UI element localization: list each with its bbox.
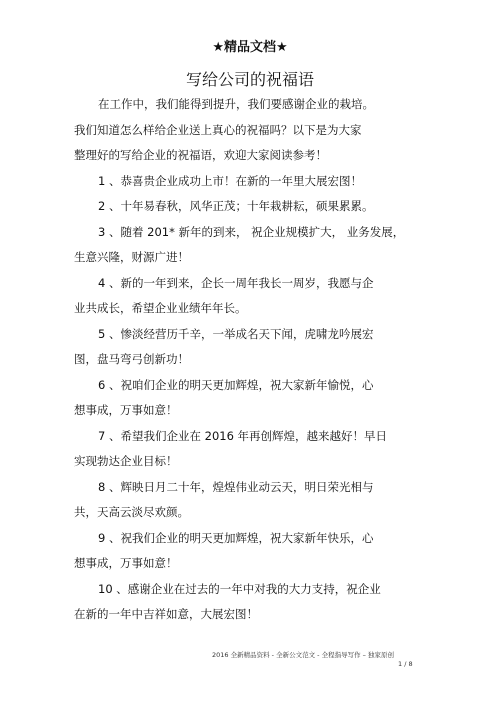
body-line: 整理好的写给企业的祝福语，欢迎大家阅读参考！ (74, 148, 327, 162)
body-line: 9 、祝我们企业的明天更加辉煌，祝大家新年快乐，心 (98, 530, 374, 545)
body-line: 6 、祝咱们企业的明天更加辉煌，祝大家新年愉悦，心 (98, 377, 374, 392)
body-line: 1 、恭喜贵企业成功上市！在新的一年里大展宏图！ (98, 173, 362, 188)
footer-text: 2016 全新精品资料 - 全新公文范文 - 全程指导写作 – 独家原创 (212, 651, 394, 659)
body-line: 想事成，万事如意！ (74, 403, 178, 417)
body-line: 图，盘马弯弓创新功！ (74, 352, 189, 366)
body-line: 生意兴隆，财源广进！ (74, 250, 189, 264)
body-line: 在工作中，我们能得到提升，我们要感谢企业的栽培。 (98, 97, 374, 111)
body-line: 5 、惨淡经营历千辛，一举成名天下闻，虎啸龙吟展宏 (98, 326, 374, 341)
body-line: 7 、希望我们企业在 2016 年再创辉煌，越来越好！早日 (98, 428, 388, 443)
body-line: 8 、辉映日月二十年，煌煌伟业动云天，明日荣光相与 (98, 479, 374, 494)
body-line: 4 、新的一年到来，企长一周年我长一周岁，我愿与企 (98, 275, 374, 290)
document-body (74, 92, 426, 628)
header-mark: ★精品文档★ (212, 40, 288, 55)
body-line: 10 、感谢企业在过去的一年中对我的大力支持，祝企业 (98, 581, 381, 596)
body-line: 在新的一年中吉祥如意，大展宏图！ (74, 607, 258, 621)
body-line: 共，天高云淡尽欢颜。 (74, 505, 189, 519)
body-line: 想事成，万事如意！ (74, 556, 178, 570)
body-line: 3 、随着 201* 新年的到来， 祝企业规模扩大， 业务发展， (98, 224, 405, 239)
page-number: 1 / 8 (398, 660, 413, 668)
body-line: 我们知道怎么样给企业送上真心的祝福吗？以下是为大家 (74, 122, 362, 137)
body-line: 业共成长，希望企业业绩年年长。 (74, 301, 247, 315)
page-title: 写给公司的祝福语 (185, 70, 314, 89)
body-line: 2 、十年易春秋，风华正茂；十年栽耕耘，硕果累累。 (98, 199, 374, 213)
body-line: 实现勃达企业目标！ (74, 454, 178, 468)
